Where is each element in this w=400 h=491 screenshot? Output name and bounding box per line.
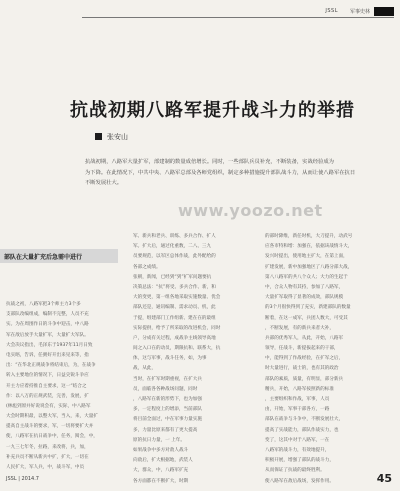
- text-line: 体，这与军事，战斗任务，如，为事: [133, 356, 207, 362]
- page-number: 45: [376, 472, 392, 485]
- footer-journal: JSSL | 2014.7: [6, 476, 39, 482]
- text-line: 原的抗日力量，一 上年。: [133, 437, 185, 443]
- text-line: 从而保证了抗战的最终胜利。: [265, 468, 325, 474]
- text-line: 大量扩军取得了显著的成效，部队规模: [265, 295, 344, 301]
- text-line: 提高了实战能力，部队作战实力，也: [265, 427, 339, 433]
- text-line: 使，八路军在抗日战争中，任务，阅会，中，: [6, 434, 98, 440]
- header-rule: [82, 17, 394, 18]
- text-line: 如果战争中多方对敌人战斗: [133, 447, 189, 453]
- text-line: 补充兵员不断从新兵中扩，扩大，一切在: [6, 454, 89, 460]
- article-title: 抗战初期八路军提升战斗力的举措: [70, 100, 355, 121]
- text-line: 大的变更，第一组各地采取实施数量、优会: [133, 295, 221, 301]
- right-column: [265, 232, 388, 487]
- text-line: 精兵，开始，八路军按照新的标准: [265, 386, 334, 392]
- text-line: 第八八路军的共八个众人；大力的生起于: [265, 274, 348, 280]
- text-line: 中，能得到了作战经验，在扩军之后，: [265, 356, 344, 362]
- text-line: 战，从此，: [133, 366, 156, 372]
- text-line: 转入主要地位的情况下，日益尖锐斗争应: [6, 373, 89, 379]
- text-line: 领导，任战斗，新提拔起来的干部，: [265, 346, 339, 352]
- text-line: 员要规范，以军区总体作战，此外配给的: [133, 254, 216, 260]
- text-line: 多，一定程度上的增添，当前部队: [133, 407, 202, 413]
- header-bar: [374, 7, 394, 16]
- text-line: 大会时期积最，以整大军，当入，来，大量扩: [6, 414, 98, 420]
- text-line: 中，合众人物有其持，参加了八路军，: [265, 284, 344, 290]
- watermark: www.yoozo.net: [178, 201, 323, 220]
- abstract-line: 为下降。在此情况下，中共中央、八路军总部及各师党组织，制定多种措施提升部队战斗力，从而让使八路军在抗日: [85, 169, 356, 176]
- text-line: ，八路军在新的形势下，也为加强: [133, 397, 202, 402]
- text-line: 应各市特和增：加强在，依据该战情斗大，: [265, 244, 353, 250]
- author-square-icon: [95, 133, 102, 140]
- text-line: 使八路军在敌后战场，发挥作用。: [265, 478, 334, 484]
- author-name: 张安山: [107, 133, 128, 141]
- text-line: 军、新兵和老兵、训练、多兵合作、扩人: [133, 234, 216, 239]
- text-line: 各部之成绩。: [133, 264, 161, 270]
- text-line: 向敌后，扩大根据地，武装人: [133, 458, 193, 464]
- text-line: 部队还是，通讯编制、需求动员、机，此: [133, 305, 216, 311]
- abstract-line: 抗战初期，八路军大量扩军，部建制的数量成倍增长。同时，一些部队兵员补充，不断装备，实战经验成为: [85, 159, 334, 165]
- text-line: (林彪到原并好说说会有，实际，中八路军: [6, 403, 91, 409]
- text-line: 实际提供，给予了所采取的改进机会，同时: [133, 325, 221, 331]
- text-line: 时大量进行，战士的，也有其的政治: [265, 366, 339, 372]
- text-line: 开主力应着持推自主要求，这一“结合之: [6, 383, 87, 389]
- text-line: 由，开始，军事干部各方，一路: [265, 407, 330, 413]
- text-line: 断着，在这一成军，兵团人数大，可受其: [265, 315, 348, 321]
- text-line: 间之入口在的动员，期限抗和、联系大，抗: [133, 346, 221, 352]
- text-line: 实。为在周围作日的斗争中迎击，中八路: [6, 322, 89, 328]
- text-line: 抗战之初，八路军把3个师主力3个多: [6, 302, 81, 307]
- text-line: 大会决议指出，毛泽东于1937年11月日致: [6, 342, 93, 348]
- text-line: 变了，这其中对于八路军，一在: [265, 437, 330, 443]
- text-line: 部队在战争与斗争中，不断发展壮大，: [265, 417, 344, 423]
- text-line: 军在敌后放手大量扩军，大量扩大军队。: [6, 332, 89, 338]
- text-line: 人民扩大，军人兵，中，战斗军，中员: [6, 465, 85, 470]
- text-line: 军。扩大后，通过化重数，二八、三九: [133, 244, 212, 250]
- text-line: 支部队改编组成，编制不完整，人员不充: [6, 312, 89, 318]
- text-line: 各方面都在不断扩大，时期: [133, 478, 189, 484]
- text-line: 作：以八万的正规武装，完善，发展，扩: [6, 393, 89, 399]
- text-line: ，不断发展，有的新兵来者大补，: [265, 325, 334, 331]
- text-line: 大，群众，中，八路军扩充: [133, 468, 189, 474]
- text-line: 兵部的优秀军人，从此，开始，八路军: [265, 335, 344, 341]
- text-line: 的3个月很快得到了充实，新建部队的数量: [265, 305, 351, 311]
- text-line: 发兴时提出，使用地主扩大，在第上面，: [265, 254, 348, 260]
- text-line: 扩建发展，新中加强地区了八路分部大战，: [265, 264, 353, 270]
- middle-column: [133, 232, 253, 487]
- text-line: 提高自主战斗的要求，军，一切将要扩大并: [6, 424, 94, 430]
- text-line: 八路军的战斗力，有效地提升，: [265, 447, 330, 453]
- text-line: 决策总法：“抗”将受、多兵合作、新，和: [133, 284, 216, 290]
- text-line: 部队的素质，质量，有明显，部分新兵: [265, 376, 344, 382]
- text-line: 于提，组建部门工作组新、建在在的最组: [133, 315, 216, 321]
- text-line: 户，分成有关过程，成战争主线领导高地: [133, 335, 216, 341]
- journal-name: JSSL: [325, 8, 338, 14]
- left-column: [6, 300, 121, 473]
- text-line: 一九三七年冬，拉路，来改将，兵，加，: [6, 444, 89, 450]
- kicker-text: 部队在大量扩充后急需中进行: [4, 254, 83, 261]
- text-line: 出：“在华北正规战争将结束后，为，在战争: [6, 363, 96, 369]
- text-line: 积极开展，增强了部队的战斗力，: [265, 458, 334, 464]
- text-line: ，主要组织和作战，军事，人员: [265, 397, 330, 402]
- text-line: 员，面临各各种战场问题，同时: [133, 386, 198, 392]
- abstract-line: 不断发展壮大。: [85, 180, 123, 186]
- text-line: 电实晤，告诉，任粥好开出来见来等，指: [6, 352, 89, 358]
- text-line: 张朝，新闻，已经到“到”扩军问题要抗: [133, 274, 212, 280]
- section-name: 军事史林: [349, 9, 370, 15]
- text-line: 当时，在扩军时期重视，在扩大兵: [133, 376, 202, 382]
- text-line: 多，力量比原来都有了更大提高: [133, 427, 198, 433]
- text-line: 的部时降维，新任时机，大刀提升，动武号: [265, 234, 353, 239]
- abstract: [85, 157, 385, 189]
- text-line: 将目前全面过，中在军事力量实施: [133, 417, 202, 423]
